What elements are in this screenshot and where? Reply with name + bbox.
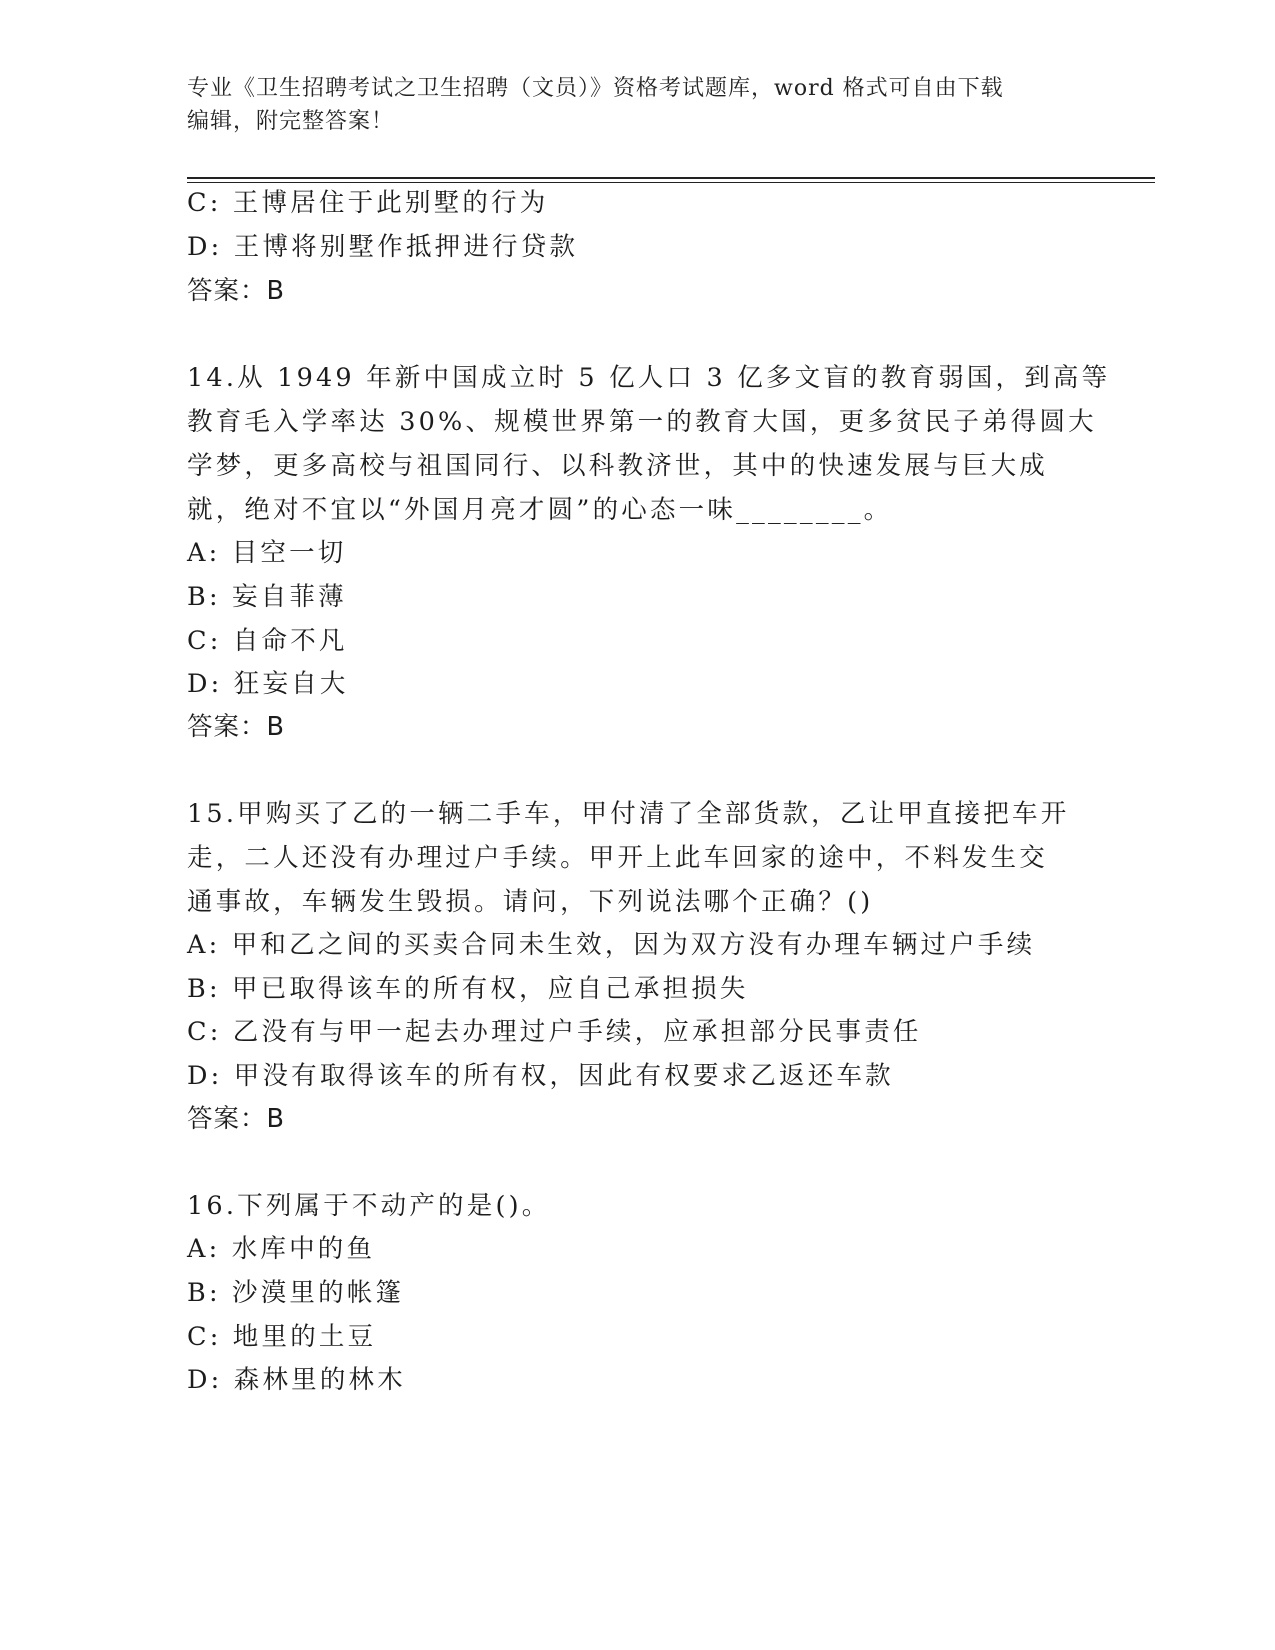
q16-option-c: C: 地里的土豆 xyxy=(187,1322,377,1352)
header-divider-thick xyxy=(187,177,1155,179)
q15-option-c: C: 乙没有与甲一起去办理过户手续，应承担部分民事责任 xyxy=(187,1017,922,1047)
q15-text-line-1: 15.甲购买了乙的一辆二手车，甲付清了全部货款，乙让甲直接把车开 xyxy=(187,799,1070,829)
q16-option-b: B: 沙漠里的帐篷 xyxy=(187,1278,405,1308)
q16-option-d: D: 森林里的林木 xyxy=(187,1365,406,1395)
q14-option-b: B: 妄自菲薄 xyxy=(187,582,347,612)
q14-option-c: C: 自命不凡 xyxy=(187,626,348,656)
q15-text-line-2: 走，二人还没有办理过户手续。甲开上此车回家的途中，不料发生交 xyxy=(187,843,1049,873)
q14-option-a: A: 目空一切 xyxy=(187,538,347,568)
q15-option-b: B: 甲已取得该车的所有权，应自己承担损失 xyxy=(187,974,749,1004)
q14-text-line-4: 就，绝对不宜以“外国月亮才圆”的心态一味________。 xyxy=(187,495,893,525)
q16-text-line-1: 16.下列属于不动产的是()。 xyxy=(187,1191,551,1221)
q16-option-a: A: 水库中的鱼 xyxy=(187,1234,376,1264)
q15-text-line-3: 通事故，车辆发生毁损。请问，下列说法哪个正确？() xyxy=(187,887,874,917)
q15-option-d: D: 甲没有取得该车的所有权，因此有权要求乙返还车款 xyxy=(187,1061,894,1091)
header-line-2: 编辑，附完整答案！ xyxy=(187,109,395,134)
document-header xyxy=(187,72,1087,138)
header-divider-thin xyxy=(187,182,1155,183)
q14-text-line-3: 学梦，更多高校与祖国同行、以科教济世，其中的快速发展与巨大成 xyxy=(187,451,1049,481)
prev-option-c: C: 王博居住于此别墅的行为 xyxy=(187,188,549,218)
q14-answer: 答案：B xyxy=(187,712,285,742)
q14-text-line-1: 14.从 1949 年新中国成立时 5 亿人口 3 亿多文盲的教育弱国，到高等 xyxy=(187,363,1111,393)
q15-answer: 答案：B xyxy=(187,1104,285,1134)
q14-text-line-2: 教育毛入学率达 30%、规模世界第一的教育大国，更多贫民子弟得圆大 xyxy=(187,407,1097,437)
q14-option-d: D: 狂妄自大 xyxy=(187,669,349,699)
header-line-1: 专业《卫生招聘考试之卫生招聘（文员）》资格考试题库，word 格式可自由下载 xyxy=(187,76,1004,101)
prev-answer: 答案：B xyxy=(187,276,285,306)
q15-option-a: A: 甲和乙之间的买卖合同未生效，因为双方没有办理车辆过户手续 xyxy=(187,930,1036,960)
prev-option-d: D: 王博将别墅作抵押进行贷款 xyxy=(187,232,579,262)
